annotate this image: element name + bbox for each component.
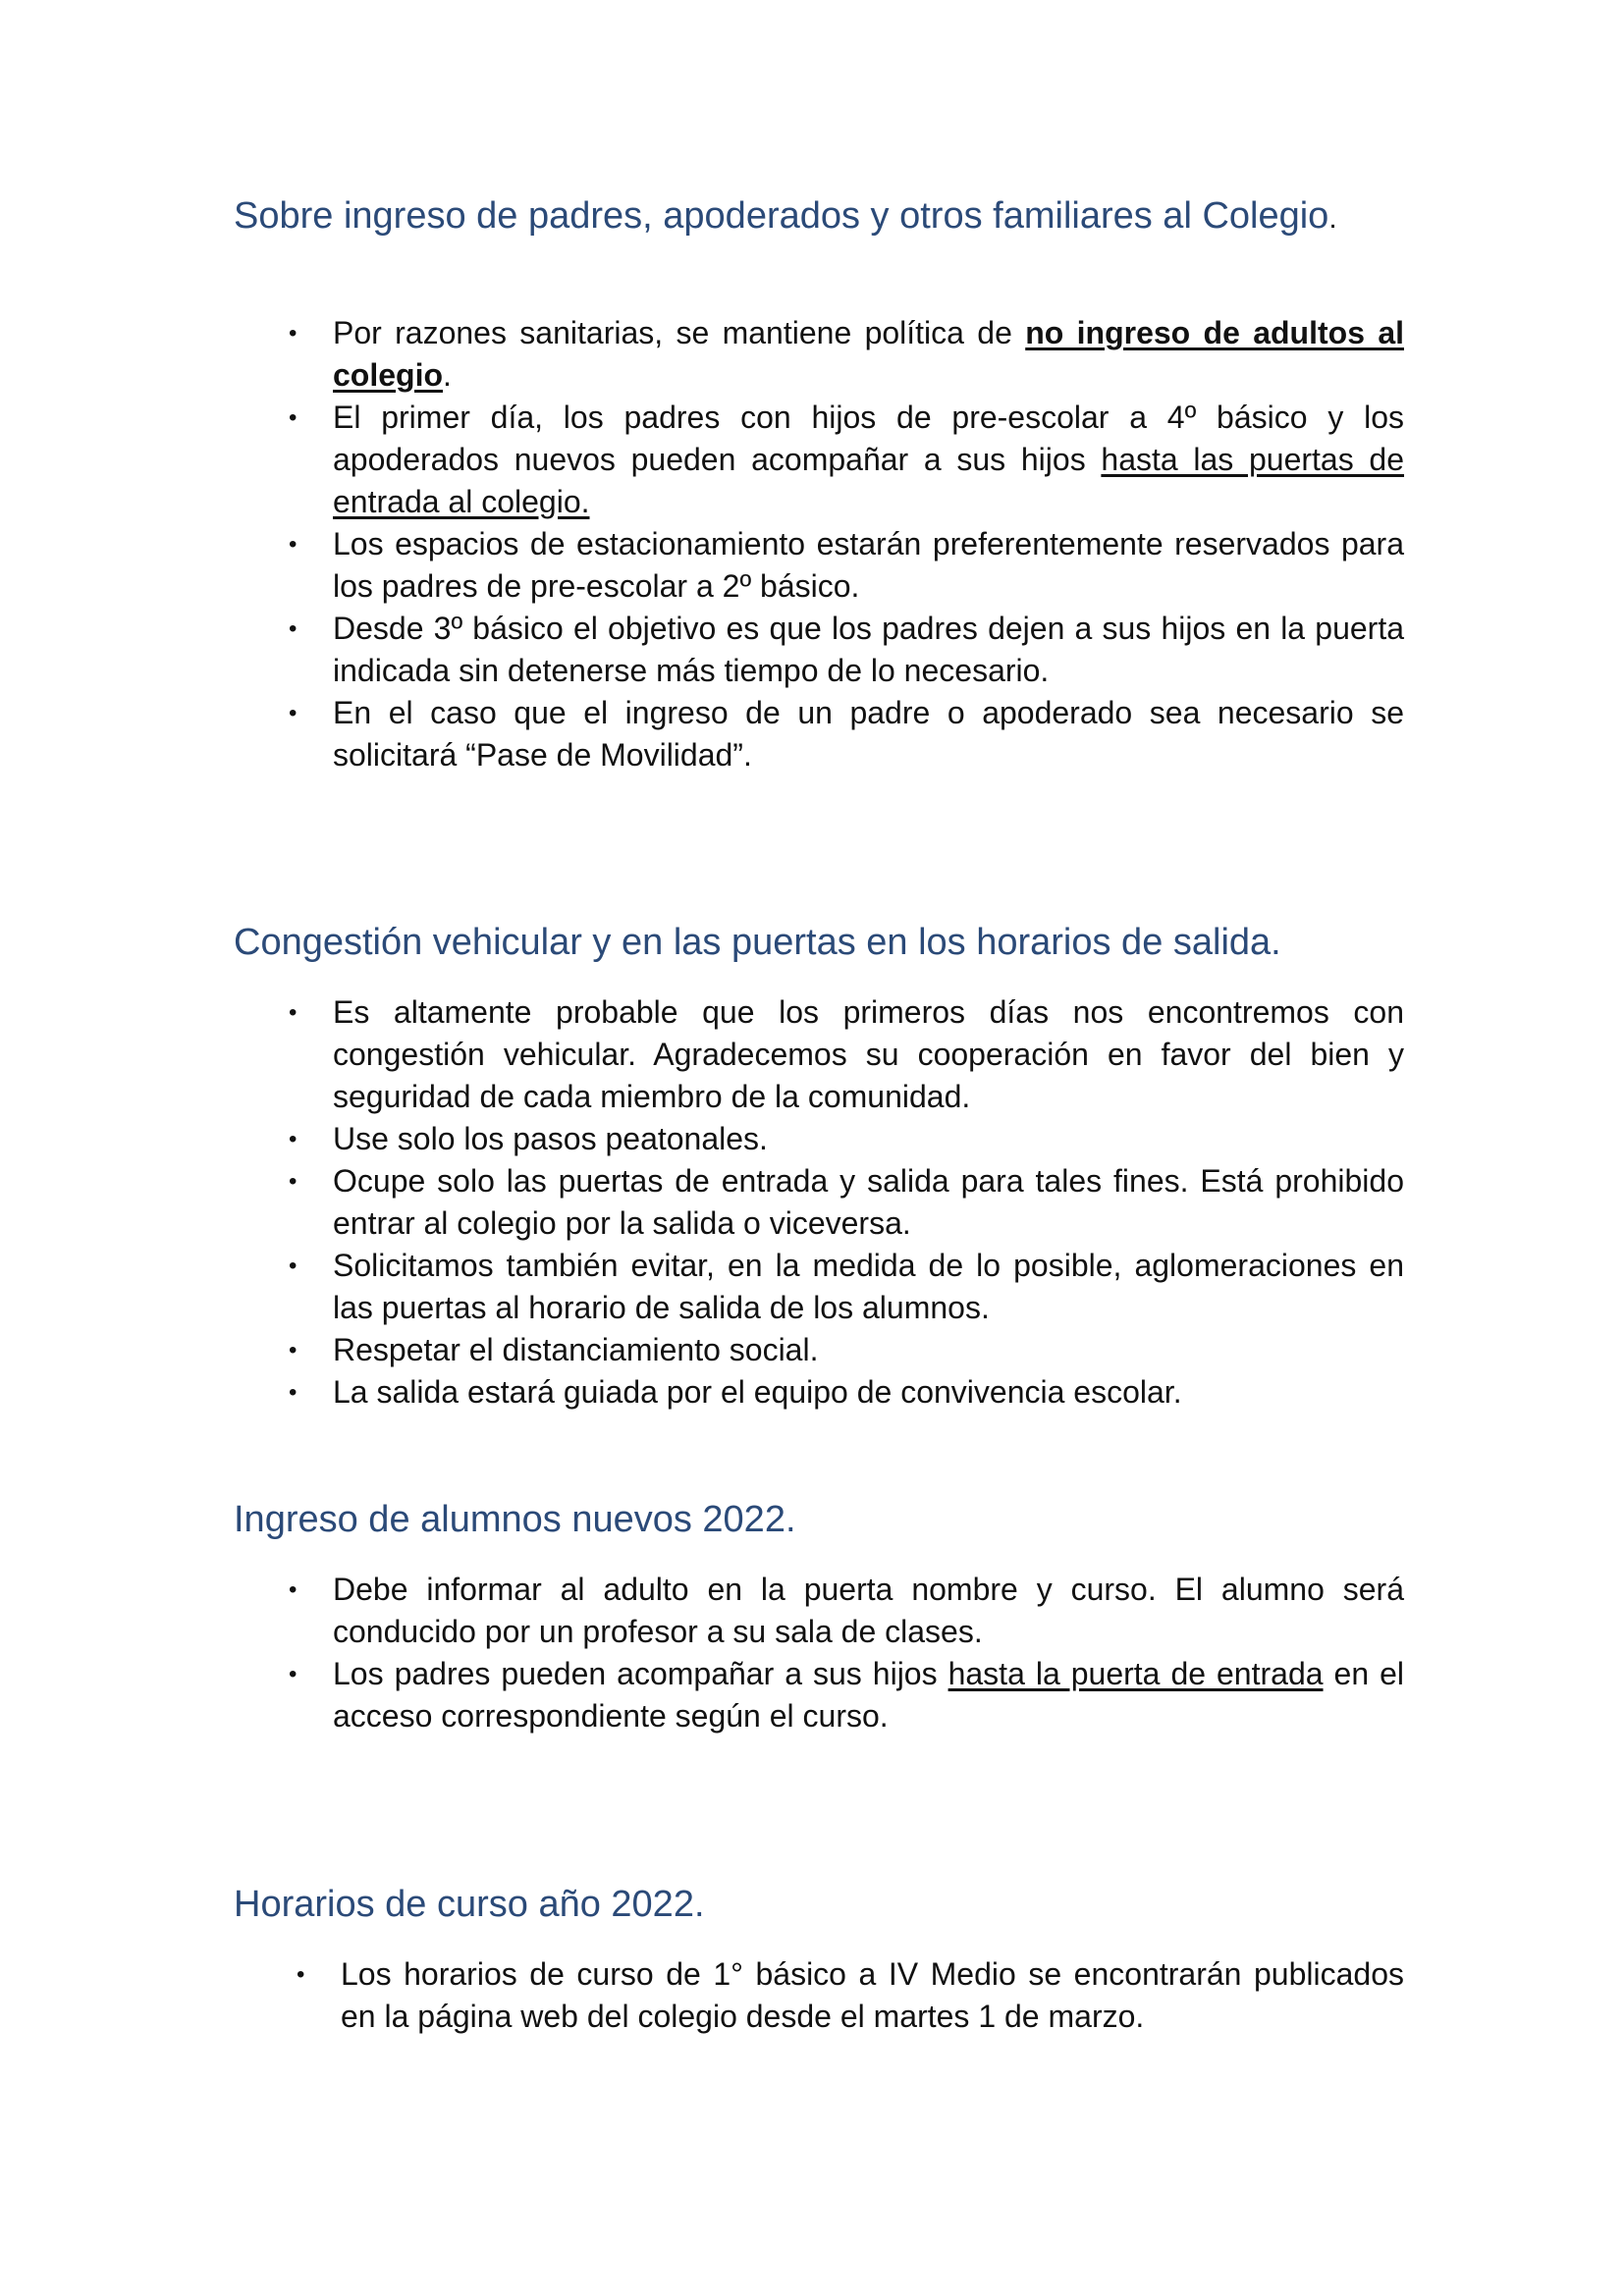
item-underlined: hasta la puerta de entrada [947,1656,1324,1691]
list-item [234,397,1404,523]
bullet-icon: • [289,1168,298,1195]
item-text: Los espacios de estacionamiento estarán preferentemente reservados para los padres de pre-escolar a 2º básico. [333,526,1404,604]
item-text: Respetar el distanciamiento social. [333,1332,819,1367]
section-3-title [234,1494,1402,1545]
list-item [234,1371,1404,1414]
section-4-list [242,1953,1404,2038]
item-text: Solicitamos también evitar, en la medida de lo posible, aglomeraciones en las puertas al horario de salida de los alumnos. [333,1248,1404,1325]
list-item [234,608,1404,692]
list-item [234,1245,1404,1329]
bullet-icon: • [289,999,298,1026]
item-text: Los horarios de curso de 1° básico a IV Medio se encontrarán publicados en la página web del colegio desde el martes 1 de marzo. [341,1956,1404,2034]
item-text: En el caso que el ingreso de un padre o apoderado sea necesario se solicitará “Pase de Movilidad”. [333,695,1404,773]
bullet-icon: • [289,404,298,431]
bullet-icon: • [289,1337,298,1363]
item-text: La salida estará guiada por el equipo de convivencia escolar. [333,1374,1182,1410]
list-item [234,1160,1404,1245]
section-2-title [234,917,1402,968]
bullet-icon: • [289,1126,298,1152]
item-text: Ocupe solo las puertas de entrada y salida para tales fines. Está prohibido entrar al colegio por la salida o viceversa. [333,1163,1404,1241]
item-text: El primer día, los padres con hijos de pre-escolar a 4º básico y los apoderados nuevos pueden acompañar a sus hijos [333,400,1404,477]
item-text: Desde 3º básico el objetivo es que los padres dejen a sus hijos en la puerta indicada sin detenerse más tiempo de lo necesario. [333,611,1404,688]
item-text-end: . [443,357,452,393]
section-4-title [234,1879,1402,1930]
item-underlined: hasta las puertas de entrada al colegio. [333,442,1405,519]
list-item [234,1329,1404,1371]
list-item [242,1953,1404,2038]
item-text: Por razones sanitarias, se mantiene política de [333,315,1026,350]
item-text: Es altamente probable que los primeros días nos encontremos con congestión vehicular. Agradecemos su cooperación en favor del bien y seguridad de cada miembro de la comunidad. [333,994,1404,1114]
section-2-list [234,991,1404,1414]
bullet-icon: • [289,1661,298,1687]
list-item [234,692,1404,776]
list-item [234,312,1404,397]
section-4-title-text: Horarios de curso año 2022. [234,1884,705,1925]
list-item [234,991,1404,1118]
bullet-icon: • [289,700,298,726]
bullet-icon: • [297,1961,305,1988]
item-emphasis: no ingreso de adultos al colegio [333,315,1404,393]
bullet-icon: • [289,1379,298,1406]
bullet-icon: • [289,1576,298,1603]
section-1-list [234,312,1404,776]
item-text: Use solo los pasos peatonales. [333,1121,768,1156]
bullet-icon: • [289,531,298,558]
section-3-list [234,1569,1404,1737]
bullet-icon: • [289,1253,298,1279]
section-3-title-text: Ingreso de alumnos nuevos 2022. [234,1499,796,1540]
bullet-icon: • [289,615,298,642]
list-item [234,1118,1404,1160]
section-1-title-period: . [1328,202,1337,235]
section-2-title-text: Congestión vehicular y en las puertas en los horarios de salida. [234,922,1281,963]
section-1-title-text: Sobre ingreso de padres, apoderados y otros familiares al Colegio [234,195,1329,237]
item-text-end: en el acceso correspondiente según el curso. [333,1656,1405,1734]
list-item [234,523,1404,608]
item-text: Los padres pueden acompañar a sus hijos [333,1656,948,1691]
item-text: Debe informar al adulto en la puerta nombre y curso. El alumno será conducido por un profesor a su sala de clases. [333,1572,1404,1649]
bullet-icon: • [289,320,298,347]
list-item [234,1569,1404,1653]
section-1-title [234,190,1402,244]
list-item [234,1653,1404,1737]
